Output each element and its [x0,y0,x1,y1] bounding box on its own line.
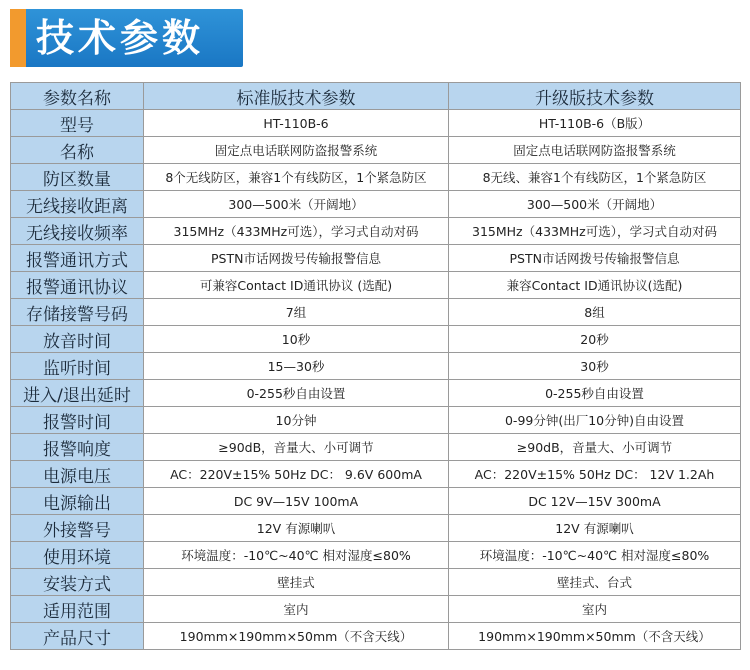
upgrade-value: PSTN市话网拨号传输报警信息 [449,245,741,272]
standard-value: 环境温度：-10℃~40℃ 相对湿度≤80% [144,542,449,569]
row-label: 名称 [11,137,144,164]
row-label: 报警通讯协议 [11,272,144,299]
standard-value: 7组 [144,299,449,326]
upgrade-value: 0-99分钟(出厂10分钟)自由设置 [449,407,741,434]
header-band [0,0,750,78]
table-row [11,272,741,299]
table-row [11,461,741,488]
table-row [11,596,741,623]
row-label: 报警响度 [11,434,144,461]
column-header-upgrade: 升级版技术参数 [449,83,741,110]
row-label: 安装方式 [11,569,144,596]
table-row [11,434,741,461]
row-label: 无线接收距离 [11,191,144,218]
title-accent-bar [10,9,26,67]
upgrade-value: 190mm×190mm×50mm（不含天线） [449,623,741,650]
row-label: 防区数量 [11,164,144,191]
row-label: 使用环境 [11,542,144,569]
standard-value: 315MHz（433MHz可选），学习式自动对码 [144,218,449,245]
standard-value: ≥90dB，音量大、小可调节 [144,434,449,461]
table-row [11,569,741,596]
row-label: 监听时间 [11,353,144,380]
column-header-standard: 标准版技术参数 [144,83,449,110]
spec-table [10,82,741,650]
column-header-param: 参数名称 [11,83,144,110]
standard-value: 10秒 [144,326,449,353]
table-row [11,623,741,650]
standard-value: 0-255秒自由设置 [144,380,449,407]
standard-value: 190mm×190mm×50mm（不含天线） [144,623,449,650]
table-row [11,326,741,353]
upgrade-value: 兼容Contact ID通讯协议(选配) [449,272,741,299]
page-title: 技术参数 [36,16,205,60]
upgrade-value: 12V 有源喇叭 [449,515,741,542]
row-label: 无线接收频率 [11,218,144,245]
standard-value: 15—30秒 [144,353,449,380]
standard-value: 10分钟 [144,407,449,434]
table-row [11,407,741,434]
row-label: 存储接警号码 [11,299,144,326]
table-row [11,245,741,272]
upgrade-value: 壁挂式、台式 [449,569,741,596]
upgrade-value: 315MHz（433MHz可选），学习式自动对码 [449,218,741,245]
table-header-row [11,83,741,110]
row-label: 电源电压 [11,461,144,488]
upgrade-value: 固定点电话联网防盗报警系统 [449,137,741,164]
row-label: 外接警号 [11,515,144,542]
upgrade-value: DC 12V—15V 300mA [449,488,741,515]
standard-value: AC：220V±15% 50Hz DC： 9.6V 600mA [144,461,449,488]
table-row [11,488,741,515]
upgrade-value: 0-255秒自由设置 [449,380,741,407]
table-row [11,218,741,245]
standard-value: HT-110B-6 [144,110,449,137]
table-row [11,110,741,137]
row-label: 进入/退出延时 [11,380,144,407]
table-row [11,191,741,218]
standard-value: 12V 有源喇叭 [144,515,449,542]
upgrade-value: 30秒 [449,353,741,380]
table-row [11,380,741,407]
upgrade-value: 环境温度：-10℃~40℃ 相对湿度≤80% [449,542,741,569]
upgrade-value: 20秒 [449,326,741,353]
row-label: 放音时间 [11,326,144,353]
upgrade-value: 8组 [449,299,741,326]
row-label: 适用范围 [11,596,144,623]
standard-value: 可兼容Contact ID通讯协议 (选配) [144,272,449,299]
upgrade-value: ≥90dB，音量大、小可调节 [449,434,741,461]
standard-value: 8个无线防区，兼容1个有线防区，1个紧急防区 [144,164,449,191]
upgrade-value: 室内 [449,596,741,623]
row-label: 报警通讯方式 [11,245,144,272]
upgrade-value: 300—500米（开阔地） [449,191,741,218]
table-body [11,110,741,650]
standard-value: 固定点电话联网防盗报警系统 [144,137,449,164]
upgrade-value: HT-110B-6（B版） [449,110,741,137]
row-label: 报警时间 [11,407,144,434]
table-row [11,299,741,326]
row-label: 产品尺寸 [11,623,144,650]
standard-value: 300—500米（开阔地） [144,191,449,218]
table-row [11,353,741,380]
row-label: 电源输出 [11,488,144,515]
standard-value: PSTN市话网拨号传输报警信息 [144,245,449,272]
upgrade-value: 8无线、兼容1个有线防区，1个紧急防区 [449,164,741,191]
standard-value: DC 9V—15V 100mA [144,488,449,515]
table-row [11,542,741,569]
table-row [11,137,741,164]
row-label: 型号 [11,110,144,137]
standard-value: 壁挂式 [144,569,449,596]
table-row [11,515,741,542]
upgrade-value: AC：220V±15% 50Hz DC： 12V 1.2Ah [449,461,741,488]
table-row [11,164,741,191]
standard-value: 室内 [144,596,449,623]
